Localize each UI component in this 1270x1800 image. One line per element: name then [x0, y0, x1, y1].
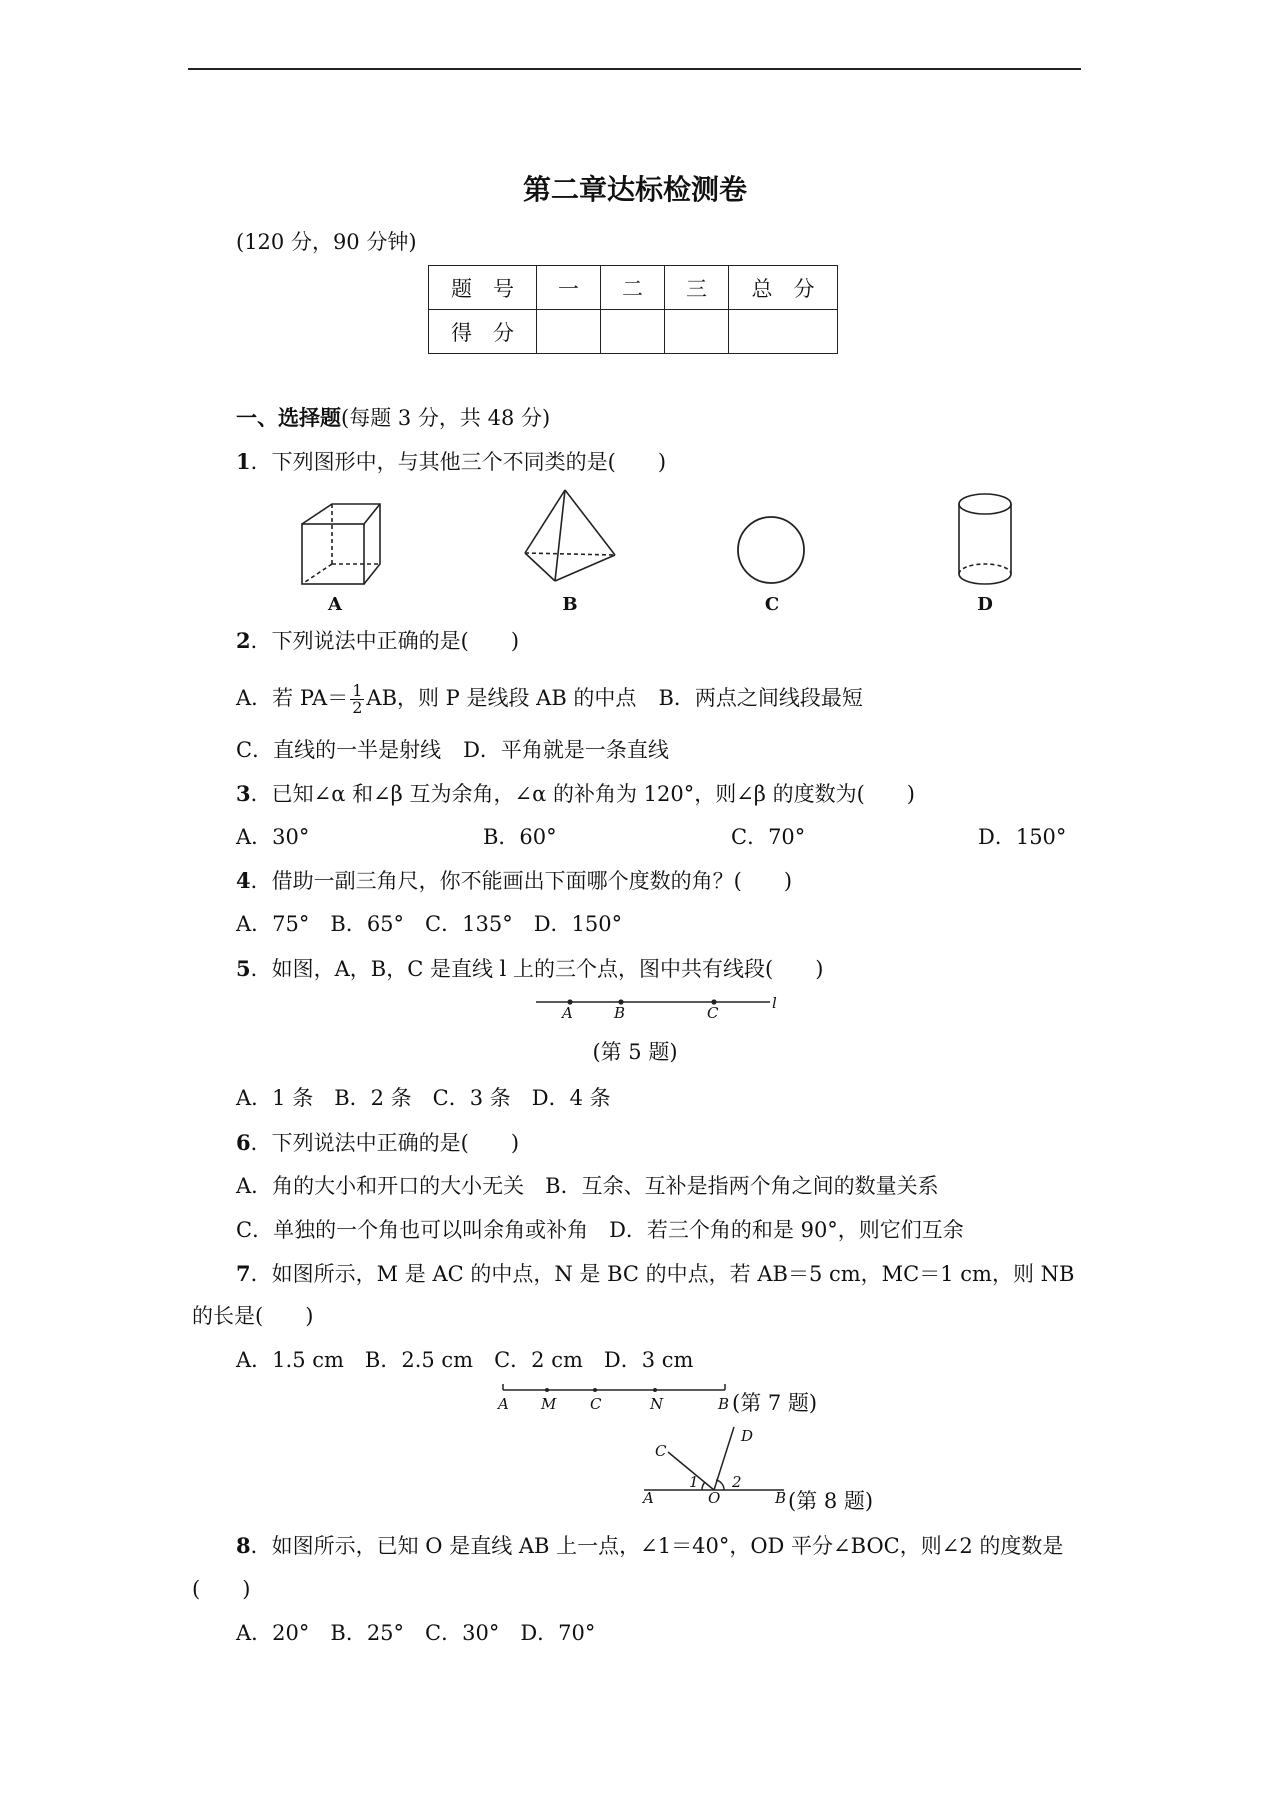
q8-point-d: D [741, 1427, 754, 1445]
question-stem-line2: ( ) [192, 1577, 251, 1601]
question-6 [236, 1132, 519, 1154]
score-cell: 得 分 [429, 310, 537, 354]
q7-caption: (第 7 题) [732, 1391, 818, 1415]
section-heading-note: (每题 3 分，共 48 分) [341, 406, 551, 430]
q8-options: A．20° B．25° C．30° D．70° [236, 1621, 596, 1645]
fraction-numerator: 1 [352, 681, 363, 700]
question-stem: ．下列图形中，与其他三个不同类的是( ) [250, 450, 667, 474]
q7-point-n: N [650, 1395, 664, 1413]
figure-label-a: A [328, 594, 342, 615]
q8-point-a: A [643, 1489, 654, 1507]
pyramid-figure [520, 485, 620, 590]
question-3 [236, 783, 915, 805]
score-cell: 一 [537, 266, 601, 310]
q7-segment-figure [495, 1380, 735, 1406]
exam-info: (120 分，90 分钟) [236, 230, 417, 254]
fraction [350, 683, 364, 716]
question-5 [236, 958, 823, 980]
option-a-suffix: AB，则 P 是线段 AB 的中点 [366, 686, 637, 710]
score-cell: 总 分 [729, 266, 838, 310]
q5-point-b: B [614, 1004, 626, 1022]
q2-options-row1 [236, 682, 863, 716]
score-table [428, 265, 838, 354]
score-input-cell[interactable] [729, 310, 838, 354]
cylinder-figure [955, 490, 1015, 590]
q6-options-row2: C．单独的一个角也可以叫余角或补角 D．若三个角的和是 90°，则它们互余 [236, 1218, 964, 1242]
figure-label-b: B [562, 594, 578, 615]
page-title: 第二章达标检测卷 [522, 173, 747, 206]
q5-caption: (第 5 题) [592, 1040, 678, 1064]
q8-angle-1: 1 [689, 1473, 699, 1491]
q7-options: A．1.5 cm B．2.5 cm C．2 cm D．3 cm [236, 1348, 694, 1372]
question-8 [236, 1535, 1063, 1557]
option-d: D．150° [978, 825, 1067, 849]
question-number: 1 [236, 449, 251, 474]
option-c: C．直线的一半是射线 [236, 738, 442, 762]
option-d: D．平角就是一条直线 [463, 738, 669, 762]
question-stem-line1: ．如图所示，M 是 AC 的中点，N 是 BC 的中点，若 AB＝5 cm，MC＝1 cm，则 NB [250, 1262, 1075, 1286]
section-heading-title: 一、选择题 [236, 405, 341, 430]
question-number: 2 [236, 628, 251, 653]
option-c: C．70° [731, 825, 806, 849]
q5-line-label: l [772, 994, 777, 1012]
question-number: 5 [236, 956, 251, 981]
question-7 [236, 1263, 1074, 1285]
header-rule [188, 68, 1081, 70]
question-stem: ．下列说法中正确的是( ) [250, 629, 520, 653]
q5-options: A．1 条 B．2 条 C．3 条 D．4 条 [236, 1086, 611, 1110]
q8-angle-figure [640, 1425, 790, 1495]
figure-label-c: C [764, 594, 780, 615]
question-1 [236, 451, 666, 473]
question-2 [236, 630, 519, 652]
option-a-prefix: A．若 PA＝ [236, 686, 349, 710]
question-stem: ．下列说法中正确的是( ) [250, 1131, 520, 1155]
q4-options: A．75° B．65° C．135° D．150° [236, 912, 623, 936]
question-number: 6 [236, 1130, 251, 1155]
q8-point-o: O [708, 1489, 721, 1507]
cube-figure [290, 488, 385, 588]
q8-point-b: B [775, 1489, 787, 1507]
score-cell: 二 [601, 266, 665, 310]
option-b: B．两点之间线段最短 [658, 686, 863, 710]
score-input-cell[interactable] [601, 310, 665, 354]
q2-options-row2 [236, 740, 669, 761]
option-b: B．60° [483, 825, 557, 849]
section-heading [236, 407, 550, 429]
score-input-cell[interactable] [537, 310, 601, 354]
figure-label-d: D [977, 594, 993, 615]
q5-point-c: C [707, 1004, 719, 1022]
score-cell: 题 号 [429, 266, 537, 310]
question-stem: ．借助一副三角尺，你不能画出下面哪个度数的角？( ) [250, 869, 793, 893]
score-cell: 三 [665, 266, 729, 310]
question-stem: ．如图，A，B，C 是直线 l 上的三个点，图中共有线段( ) [250, 957, 824, 981]
fraction-denominator: 2 [352, 698, 363, 717]
question-number: 8 [236, 1533, 251, 1558]
question-number: 7 [236, 1261, 251, 1286]
option-a: A．30° [236, 825, 310, 849]
q5-point-a: A [562, 1004, 573, 1022]
question-stem-line1: ．如图所示，已知 O 是直线 AB 上一点，∠1＝40°，OD 平分∠BOC，则∠2 的度数是 [250, 1534, 1064, 1558]
q8-angle-2: 2 [732, 1473, 742, 1491]
q7-point-c: C [590, 1395, 602, 1413]
question-number: 3 [236, 781, 251, 806]
q8-caption: (第 8 题) [788, 1489, 874, 1513]
question-4 [236, 870, 792, 892]
score-input-cell[interactable] [665, 310, 729, 354]
q8-point-c: C [655, 1442, 667, 1460]
question-stem-line2: 的长是( ) [192, 1304, 314, 1328]
q7-point-a: A [498, 1395, 509, 1413]
q7-point-m: M [541, 1395, 557, 1413]
question-stem: ．已知∠α 和∠β 互为余角，∠α 的补角为 120°，则∠β 的度数为( ) [250, 782, 915, 806]
circle-figure [735, 514, 807, 586]
q7-point-b: B [718, 1395, 730, 1413]
score-table-header-row [429, 266, 838, 310]
score-table-score-row [429, 310, 838, 354]
question-number: 4 [236, 868, 251, 893]
q6-options-row1: A．角的大小和开口的大小无关 B．互余、互补是指两个角之间的数量关系 [236, 1174, 939, 1198]
